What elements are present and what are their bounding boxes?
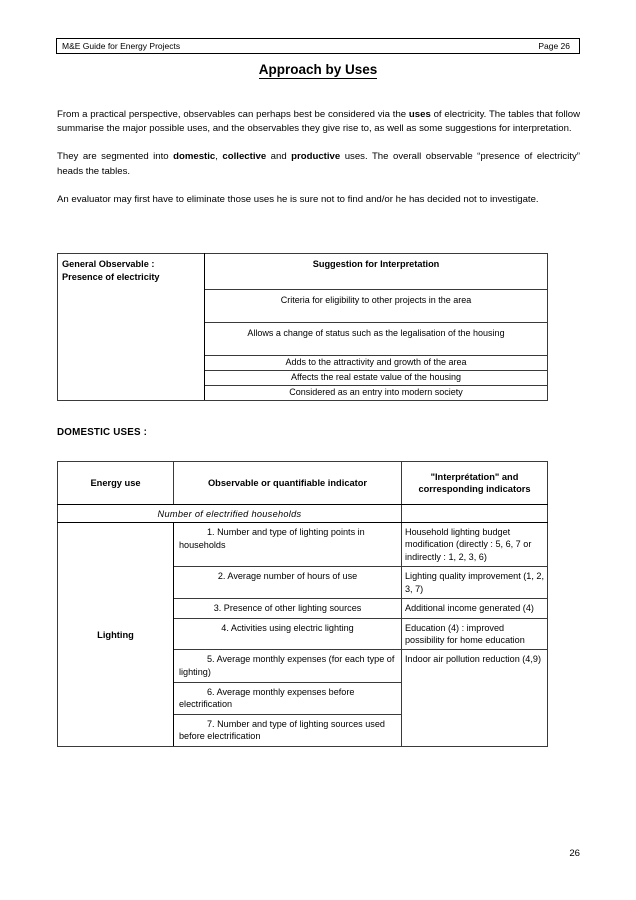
body-text — [57, 108, 580, 207]
table-row — [58, 523, 548, 567]
indicator-cell-3: 3. Presence of other lighting sources — [174, 599, 402, 619]
footer-page-number: 26 — [569, 848, 580, 859]
header-interpretation-line1: "Interprétation" and — [430, 471, 519, 482]
indicator-cell-4: 4. Activities using electric lighting — [174, 618, 402, 650]
page-title-text: Approach by Uses — [258, 62, 378, 77]
domestic-uses-table-wrapper — [57, 461, 547, 747]
indicator-cell-7: 7. Number and type of lighting sources used before electrification — [174, 714, 402, 746]
running-header — [56, 38, 580, 54]
general-observable-label-cell — [58, 254, 205, 401]
paragraph-2-emphasis-collective: collective — [222, 151, 267, 163]
running-header-page: Page 26 — [538, 41, 570, 51]
paragraph-1-part-a: From a practical perspective, observables can perhaps best be considered via the — [57, 109, 409, 120]
running-header-title: M&E Guide for Energy Projects — [62, 41, 181, 51]
interpretation-cell-1: Household lighting budget modification (directly : 5, 6, 7 or indirectly : 1, 2, 3, 6) — [402, 523, 548, 567]
paragraph-2-part-a: They are segmented into — [57, 151, 174, 163]
paragraph-2 — [57, 150, 580, 178]
header-observable-indicator: Observable or quantifiable indicator — [174, 462, 402, 505]
paragraph-2-emphasis-productive: productive — [291, 151, 341, 163]
section-label-domestic-uses: DOMESTIC USES : — [57, 427, 148, 438]
header-interpretation-line2: corresponding indicators — [418, 484, 531, 494]
energy-use-lighting-cell: Lighting — [58, 523, 174, 747]
paragraph-2-part-c: and — [266, 151, 292, 163]
interpretation-cell-3: Additional income generated (4) — [402, 599, 548, 619]
table-row — [58, 505, 548, 523]
electrified-households-row — [58, 505, 402, 523]
general-observable-label-line2: Presence of electricity — [62, 271, 160, 282]
interpretation-cell-2: Lighting quality improvement (1, 2, 3, 7) — [402, 567, 548, 599]
indicator-cell-2: 2. Average number of hours of use — [174, 567, 402, 599]
indicator-cell-1: 1. Number and type of lighting points in households — [174, 523, 402, 567]
general-observable-table — [57, 253, 548, 401]
header-energy-use: Energy use — [58, 462, 174, 505]
suggestion-cell-2: Allows a change of status such as the legalisation of the housing — [205, 323, 548, 356]
suggestion-header-cell: Suggestion for Interpretation — [205, 254, 548, 290]
suggestion-cell-3: Adds to the attractivity and growth of the area — [205, 356, 548, 371]
domestic-uses-table — [57, 461, 548, 747]
paragraph-1-part-b: of electricity. The tables that follow summarise the major possible uses, and the observables they give rise to, as well as some suggestions for interpretation. — [57, 109, 580, 135]
interpretation-cell-4: Education (4) : improved possibility for home education — [402, 618, 548, 650]
suggestion-cell-1: Criteria for eligibility to other projects in the area — [205, 290, 548, 323]
paragraph-1-emphasis: uses — [408, 109, 431, 120]
indicator-cell-5: 5. Average monthly expenses (for each type of lighting) — [174, 650, 402, 682]
general-observable-table-wrapper — [57, 253, 548, 401]
interpretation-cell-5: Indoor air pollution reduction (4,9) — [402, 650, 548, 747]
indicator-cell-6: 6. Average monthly expenses before electrification — [174, 682, 402, 714]
suggestion-cell-4: Affects the real estate value of the housing — [205, 371, 548, 386]
table-row — [58, 254, 548, 290]
header-interpretation — [402, 462, 548, 505]
electrified-households-text: Number of electrified households — [157, 508, 302, 519]
table-header-row — [58, 462, 548, 505]
page-title — [0, 62, 636, 77]
paragraph-1 — [57, 108, 580, 136]
paragraph-2-part-b: , — [215, 151, 223, 163]
paragraph-2-emphasis-domestic: domestic — [173, 151, 216, 163]
suggestion-cell-5: Considered as an entry into modern society — [205, 386, 548, 401]
paragraph-3: An evaluator may first have to eliminate those uses he is sure not to find and/or he has decided not to investigate. — [57, 193, 539, 205]
electrified-households-interpretation-empty — [402, 505, 548, 523]
paragraph-2-part-d: uses. The overall observable “presence of electricity” heads the tables. — [57, 151, 580, 177]
general-observable-label-line1: General Observable : — [62, 259, 155, 269]
